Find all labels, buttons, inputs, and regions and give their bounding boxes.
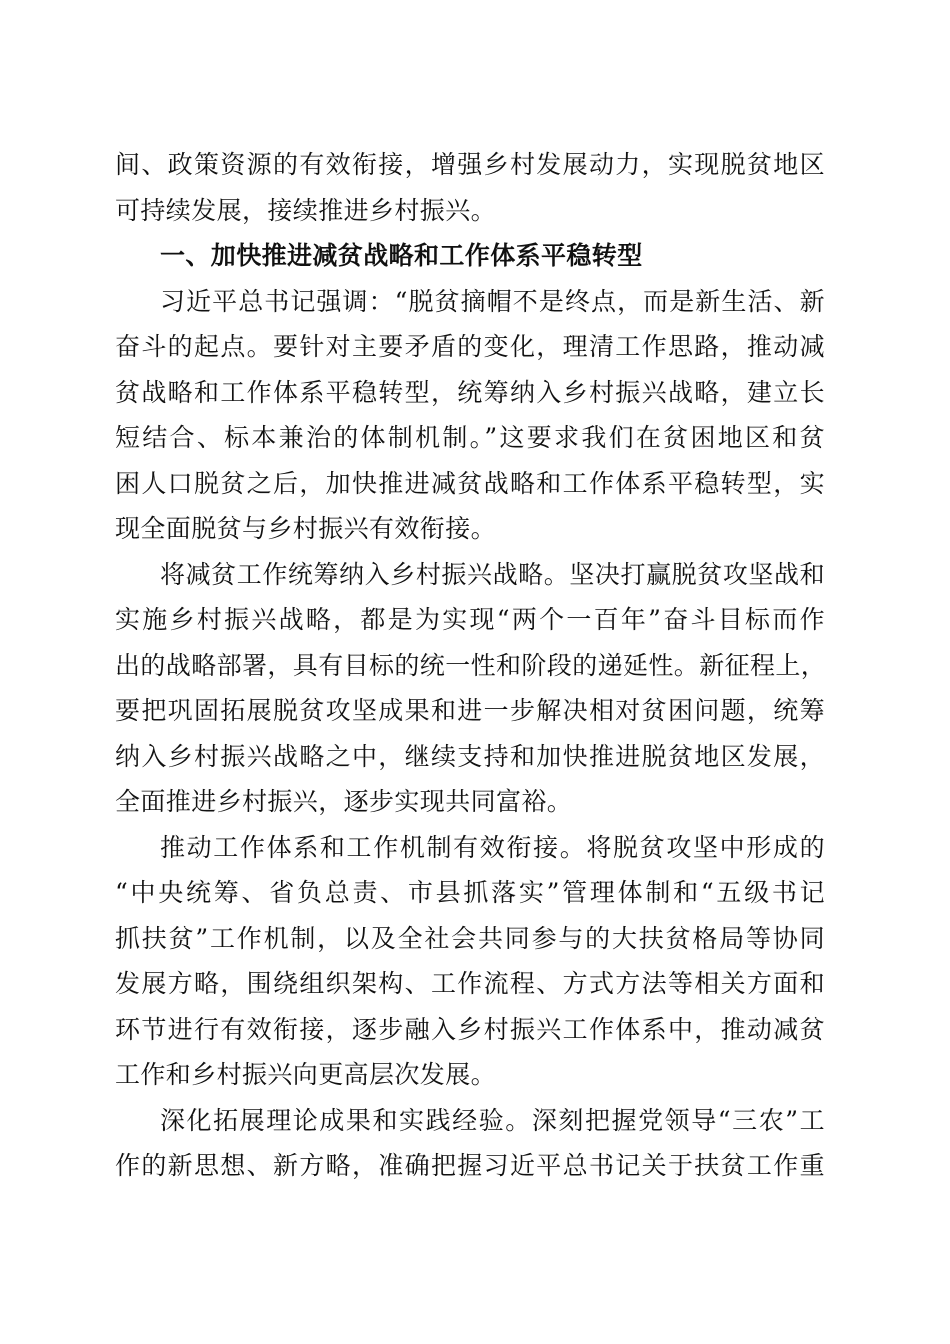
document-body <box>115 142 825 1189</box>
text-line: 深化拓展理论成果和实践经验。深刻把握党领导“三农”工 <box>160 1105 825 1135</box>
text-line: 将减贫工作统筹纳入乡村振兴战略。坚决打赢脱贫攻坚战和 <box>160 559 825 589</box>
text-line: 环节进行有效衔接，逐步融入乡村振兴工作体系中，推动减贫 <box>115 1014 825 1044</box>
text-line: 纳入乡村振兴战略之中，继续支持和加快推进脱贫地区发展， <box>115 741 825 771</box>
text-line: 出的战略部署，具有目标的统一性和阶段的递延性。新征程上， <box>115 650 827 680</box>
text-line: 贫战略和工作体系平稳转型，统筹纳入乡村振兴战略，建立长 <box>115 377 825 407</box>
text-line: 全面推进乡村振兴，逐步实现共同富裕。 <box>115 787 573 816</box>
text-line: 要把巩固拓展脱贫攻坚成果和进一步解决相对贫困问题，统筹 <box>115 696 825 725</box>
text-line: 短结合、标本兼治的体制机制。”这要求我们在贫困地区和贫 <box>115 423 825 452</box>
text-line: 抓扶贫”工作机制，以及全社会共同参与的大扶贫格局等协同 <box>115 923 825 953</box>
text-line: 可持续发展，接续推进乡村振兴。 <box>115 195 497 225</box>
text-line: 实施乡村振兴战略，都是为实现“两个一百年”奋斗目标而作 <box>115 605 825 634</box>
text-line: 间、政策资源的有效衔接，增强乡村发展动力，实现脱贫地区 <box>115 150 825 179</box>
text-line: 作的新思想、新方略，准确把握习近平总书记关于扶贫工作重 <box>115 1151 825 1180</box>
text-line: 推动工作体系和工作机制有效衔接。将脱贫攻坚中形成的 <box>160 832 825 862</box>
text-line: 现全面脱贫与乡村振兴有效衔接。 <box>115 514 497 543</box>
text-line: 发展方略，围绕组织架构、工作流程、方式方法等相关方面和 <box>115 969 825 998</box>
text-line: 困人口脱贫之后，加快推进减贫战略和工作体系平稳转型，实 <box>115 468 825 498</box>
text-line: “中央统筹、省负总责、市县抓落实”管理体制和“五级书记 <box>115 878 825 907</box>
section-heading: 一、加快推进减贫战略和工作体系平稳转型 <box>160 241 643 270</box>
text-line: 工作和乡村振兴向更高层次发展。 <box>115 1060 497 1089</box>
text-line: 奋斗的起点。要针对主要矛盾的变化，理清工作思路，推动减 <box>115 332 825 361</box>
text-line: 习近平总书记强调：“脱贫摘帽不是终点，而是新生活、新 <box>160 286 825 316</box>
